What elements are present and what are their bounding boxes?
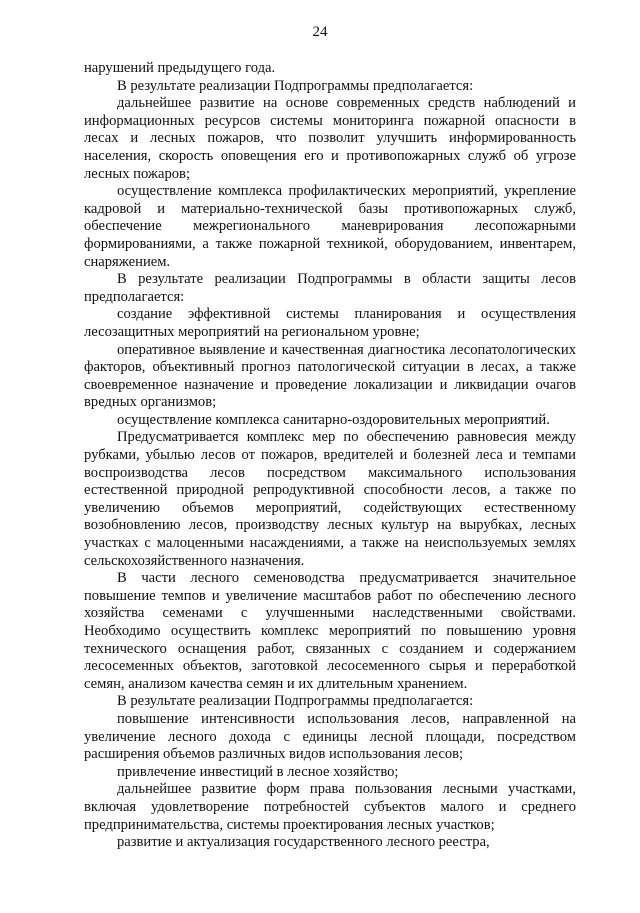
paragraph: привлечение инвестиций в лесное хозяйство; xyxy=(117,763,399,780)
paragraph: нарушений предыдущего года. xyxy=(84,60,276,76)
paragraph: В результате реализации Подпрограммы в области защиты лесов предполагается: xyxy=(84,271,576,305)
paragraph: повышение интенсивности использования лесов, направленной на увеличение лесного дохода с единицы лесной площади, посредством расширения объемов различных видов использования лесов; xyxy=(84,710,576,763)
paragraph: создание эффективной системы планирования и осуществления лесозащитных мероприятий на региональном уровне; xyxy=(84,306,576,340)
paragraph: развитие и актуализация государственного лесного реестра, xyxy=(117,834,490,851)
paragraph: оперативное выявление и качественная диагностика лесопатологических факторов, объективный прогноз патологической ситуации в лесах, а также своевременное назначение и проведение локализации и ликвидации очагов вредных организмов; xyxy=(84,341,576,411)
paragraph: осуществление комплекса санитарно-оздоровительных мероприятий. xyxy=(117,411,550,428)
paragraph: Предусматривается комплекс мер по обеспечению равновесия между рубками, убылью лесов от пожаров, вредителей и болезней леса и темпами воспроизводства лесов посредством максимального использования естественной природной репродуктивной способности лесов, а также по увеличению объемов мероприятий, содействующих естественному возобновлению лесов, производству лесных культур на вырубках, лесных участках с малоценными насаждениями, а также на неиспользуемых землях сельскохозяйственного назначения. xyxy=(84,429,576,569)
paragraph: осуществление комплекса профилактических мероприятий, укрепление кадровой и материально-технической базы противопожарных служб, обеспечение межрегионального маневрирования лесопожарными формированиями, а также пожарной техникой, оборудованием, инвентарем, снаряжением. xyxy=(84,183,576,270)
paragraph: дальнейшее развитие на основе современных средств наблюдений и информационных ресурсов системы мониторинга пожарной опасности в лесах и лесных пожаров, что позволит улучшить информированность населения, скорость оповещения его и противопожарных служб об угрозе лесных пожаров; xyxy=(84,95,576,182)
paragraph: В части лесного семеноводства предусматривается значительное повышение темпов и увеличение масштабов работ по обеспечению лесного хозяйства семенами с улучшенными наследственными свойствами. Необходимо осуществить комплекс мероприятий по повышению уровня технического оснащения работ, связанных с созданием и содержанием лесосеменных объектов, заготовкой лесосеменного сырья и переработкой семян, анализом качества семян и их длительным хранением. xyxy=(84,570,576,692)
page-number: 24 xyxy=(312,24,328,40)
paragraph: дальнейшее развитие форм права пользования лесными участками, включая удовлетворение потребностей субъектов малого и среднего предпринимательства, системы проектирования лесных участков; xyxy=(84,781,576,833)
document-body xyxy=(84,60,576,852)
paragraph: В результате реализации Подпрограммы предполагается: xyxy=(117,77,474,94)
paragraph: В результате реализации Подпрограммы предполагается: xyxy=(117,693,474,710)
